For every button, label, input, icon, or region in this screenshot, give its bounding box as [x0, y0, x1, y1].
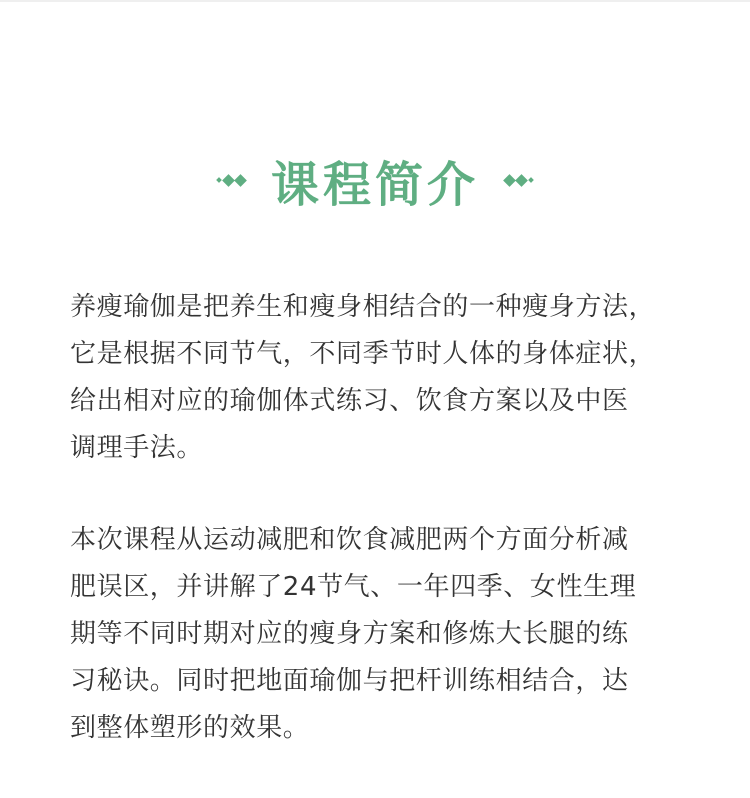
section-title-row: [0, 148, 750, 212]
description-paragraph-1: 养瘦瑜伽是把养生和瘦身相结合的一种瘦身方法， 它是根据不同节气，不同季节时人体的身体症状， 给出相对应的瑜伽体式练习、饮食方案以及中医 调理手法。: [70, 292, 656, 463]
left-ornament-icon: [217, 176, 245, 185]
right-ornament-icon: [505, 176, 533, 185]
section-title: 课程简介: [270, 156, 479, 213]
description-paragraph-2: 本次课程从运动减肥和饮食减肥两个方面分析减 肥误区，并讲解了24节气、一年四季、女性生理 期等不同时期对应的瘦身方案和修炼大长腿的练 习秘诀。同时把地面瑜伽与把杆训练相结合，达 到整体塑形的效果。: [70, 525, 637, 743]
course-description: [70, 284, 700, 752]
header-divider: [0, 0, 750, 2]
